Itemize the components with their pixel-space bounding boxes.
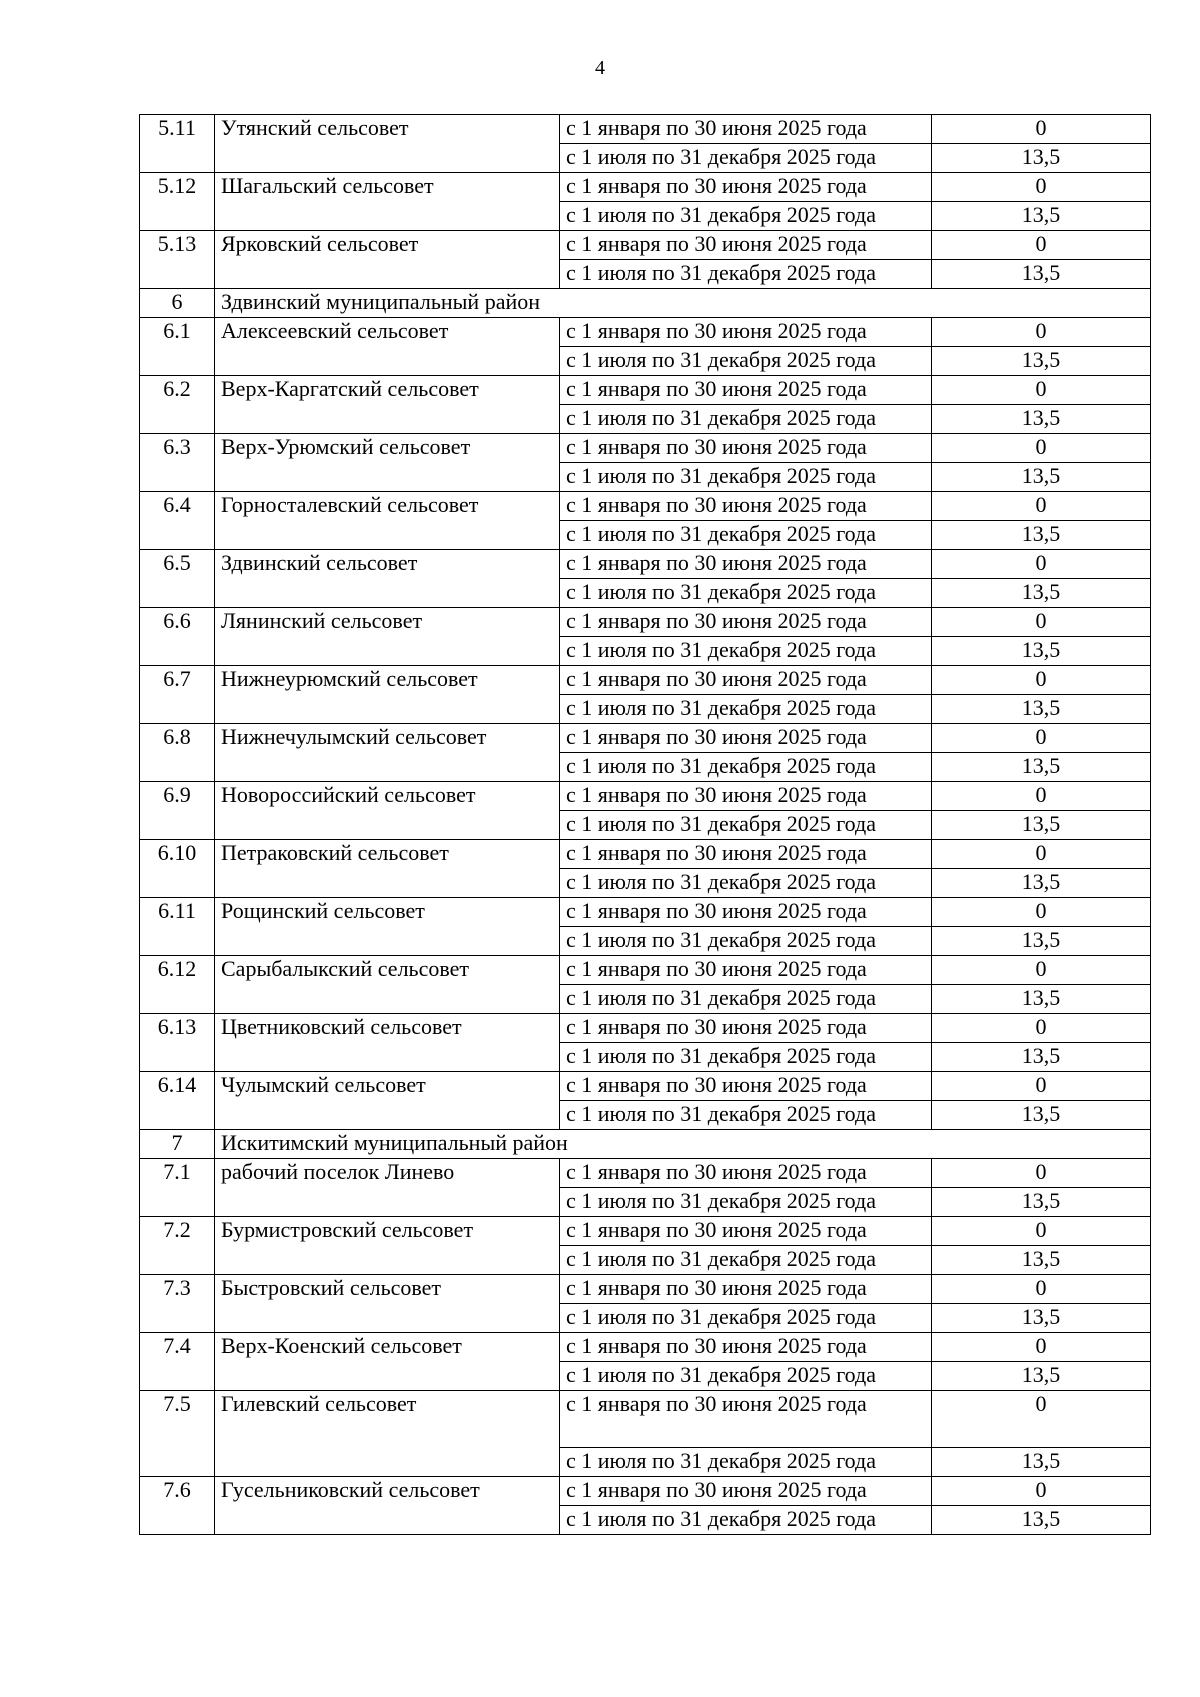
entity-name: Бурмистровский сельсовет <box>215 1217 560 1275</box>
entity-number: 5.11 <box>140 115 215 173</box>
period-cell: с 1 января по 30 июня 2025 года <box>560 1014 932 1043</box>
entity-name: Верх-Коенский сельсовет <box>215 1333 560 1391</box>
table-row <box>140 1275 1151 1304</box>
rate-cell: 0 <box>932 173 1151 202</box>
period-cell: с 1 января по 30 июня 2025 года <box>560 376 932 405</box>
rate-cell: 0 <box>932 724 1151 753</box>
rate-cell: 13,5 <box>932 927 1151 956</box>
district-name: Здвинский муниципальный район <box>215 289 1151 318</box>
period-cell: с 1 июля по 31 декабря 2025 года <box>560 405 932 434</box>
period-cell: с 1 января по 30 июня 2025 года <box>560 173 932 202</box>
table-row <box>140 724 1151 753</box>
rate-cell: 0 <box>932 1217 1151 1246</box>
rate-cell: 0 <box>932 115 1151 144</box>
rate-cell: 13,5 <box>932 463 1151 492</box>
table-row <box>140 608 1151 637</box>
entity-number: 7.6 <box>140 1477 215 1535</box>
period-cell: с 1 января по 30 июня 2025 года <box>560 1275 932 1304</box>
entity-name: Быстровский сельсовет <box>215 1275 560 1333</box>
entity-name: Новороссийский сельсовет <box>215 782 560 840</box>
district-number: 7 <box>140 1130 215 1159</box>
entity-name: Верх-Урюмский сельсовет <box>215 434 560 492</box>
period-cell: с 1 января по 30 июня 2025 года <box>560 1391 932 1448</box>
period-cell: с 1 января по 30 июня 2025 года <box>560 1333 932 1362</box>
table-row <box>140 898 1151 927</box>
entity-number: 6.5 <box>140 550 215 608</box>
period-cell: с 1 января по 30 июня 2025 года <box>560 1217 932 1246</box>
table-row <box>140 492 1151 521</box>
table-row <box>140 376 1151 405</box>
entity-name: Цветниковский сельсовет <box>215 1014 560 1072</box>
period-cell: с 1 июля по 31 декабря 2025 года <box>560 637 932 666</box>
rate-cell: 13,5 <box>932 1506 1151 1535</box>
period-cell: с 1 июля по 31 декабря 2025 года <box>560 1188 932 1217</box>
period-cell: с 1 июля по 31 декабря 2025 года <box>560 985 932 1014</box>
period-cell: с 1 января по 30 июня 2025 года <box>560 318 932 347</box>
rate-cell: 13,5 <box>932 1362 1151 1391</box>
table-row <box>140 1217 1151 1246</box>
rate-cell: 0 <box>932 666 1151 695</box>
table-row <box>140 318 1151 347</box>
table-row <box>140 782 1151 811</box>
table-row <box>140 1159 1151 1188</box>
rate-cell: 0 <box>932 318 1151 347</box>
period-cell: с 1 июля по 31 декабря 2025 года <box>560 347 932 376</box>
period-cell: с 1 июля по 31 декабря 2025 года <box>560 1362 932 1391</box>
period-cell: с 1 января по 30 июня 2025 года <box>560 1159 932 1188</box>
entity-number: 6.3 <box>140 434 215 492</box>
rate-cell: 13,5 <box>932 1043 1151 1072</box>
rate-cell: 13,5 <box>932 985 1151 1014</box>
entity-name: Сарыбалыкский сельсовет <box>215 956 560 1014</box>
entity-name: Гусельниковский сельсовет <box>215 1477 560 1535</box>
rate-cell: 0 <box>932 1477 1151 1506</box>
table-row <box>140 173 1151 202</box>
period-cell: с 1 июля по 31 декабря 2025 года <box>560 463 932 492</box>
rate-cell: 0 <box>932 376 1151 405</box>
rate-cell: 0 <box>932 898 1151 927</box>
entity-number: 6.14 <box>140 1072 215 1130</box>
period-cell: с 1 июля по 31 декабря 2025 года <box>560 1448 932 1477</box>
table-row <box>140 1072 1151 1101</box>
entity-name: Алексеевский сельсовет <box>215 318 560 376</box>
period-cell: с 1 июля по 31 декабря 2025 года <box>560 1101 932 1130</box>
period-cell: с 1 января по 30 июня 2025 года <box>560 231 932 260</box>
period-cell: с 1 июля по 31 декабря 2025 года <box>560 1246 932 1275</box>
entity-name: Утянский сельсовет <box>215 115 560 173</box>
rate-cell: 13,5 <box>932 637 1151 666</box>
entity-number: 6.2 <box>140 376 215 434</box>
entity-number: 7.1 <box>140 1159 215 1217</box>
entity-number: 6.13 <box>140 1014 215 1072</box>
entity-number: 6.1 <box>140 318 215 376</box>
entity-name: Ярковский сельсовет <box>215 231 560 289</box>
period-cell: с 1 января по 30 июня 2025 года <box>560 782 932 811</box>
table-row <box>140 840 1151 869</box>
rate-cell: 13,5 <box>932 1101 1151 1130</box>
rate-cell: 0 <box>932 1333 1151 1362</box>
entity-number: 6.4 <box>140 492 215 550</box>
rate-cell: 0 <box>932 1014 1151 1043</box>
rate-cell: 13,5 <box>932 1304 1151 1333</box>
rate-cell: 0 <box>932 1275 1151 1304</box>
entity-name: Петраковский сельсовет <box>215 840 560 898</box>
period-cell: с 1 января по 30 июня 2025 года <box>560 840 932 869</box>
entity-name: Нижнеурюмский сельсовет <box>215 666 560 724</box>
period-cell: с 1 января по 30 июня 2025 года <box>560 115 932 144</box>
district-row <box>140 1130 1151 1159</box>
period-cell: с 1 июля по 31 декабря 2025 года <box>560 1304 932 1333</box>
period-cell: с 1 июля по 31 декабря 2025 года <box>560 1043 932 1072</box>
entity-name: рабочий поселок Линево <box>215 1159 560 1217</box>
rate-cell: 13,5 <box>932 811 1151 840</box>
period-cell: с 1 января по 30 июня 2025 года <box>560 608 932 637</box>
rate-cell: 0 <box>932 956 1151 985</box>
entity-number: 6.9 <box>140 782 215 840</box>
entity-number: 6.11 <box>140 898 215 956</box>
entity-number: 7.2 <box>140 1217 215 1275</box>
period-cell: с 1 июля по 31 декабря 2025 года <box>560 695 932 724</box>
rate-cell: 0 <box>932 1159 1151 1188</box>
period-cell: с 1 июля по 31 декабря 2025 года <box>560 579 932 608</box>
entity-name: Рощинский сельсовет <box>215 898 560 956</box>
period-cell: с 1 января по 30 июня 2025 года <box>560 898 932 927</box>
rate-cell: 13,5 <box>932 521 1151 550</box>
rate-cell: 13,5 <box>932 753 1151 782</box>
entity-number: 6.6 <box>140 608 215 666</box>
rate-cell: 13,5 <box>932 202 1151 231</box>
entity-name: Лянинский сельсовет <box>215 608 560 666</box>
period-cell: с 1 января по 30 июня 2025 года <box>560 956 932 985</box>
entity-number: 5.13 <box>140 231 215 289</box>
period-cell: с 1 января по 30 июня 2025 года <box>560 434 932 463</box>
rate-cell: 0 <box>932 434 1151 463</box>
period-cell: с 1 июля по 31 декабря 2025 года <box>560 521 932 550</box>
entity-name: Горносталевский сельсовет <box>215 492 560 550</box>
period-cell: с 1 июля по 31 декабря 2025 года <box>560 811 932 840</box>
table-row <box>140 1477 1151 1506</box>
rate-cell: 13,5 <box>932 1246 1151 1275</box>
period-cell: с 1 июля по 31 декабря 2025 года <box>560 869 932 898</box>
entity-name: Нижнечулымский сельсовет <box>215 724 560 782</box>
district-number: 6 <box>140 289 215 318</box>
table-row <box>140 1333 1151 1362</box>
table-row <box>140 1014 1151 1043</box>
rate-cell: 13,5 <box>932 144 1151 173</box>
rate-cell: 0 <box>932 840 1151 869</box>
rates-table-body <box>140 115 1151 1535</box>
page-number: 4 <box>595 57 605 79</box>
district-row <box>140 289 1151 318</box>
table-row <box>140 1391 1151 1448</box>
district-name: Искитимский муниципальный район <box>215 1130 1151 1159</box>
entity-name: Чулымский сельсовет <box>215 1072 560 1130</box>
entity-name: Верх-Каргатский сельсовет <box>215 376 560 434</box>
entity-number: 7.3 <box>140 1275 215 1333</box>
period-cell: с 1 июля по 31 декабря 2025 года <box>560 753 932 782</box>
rate-cell: 13,5 <box>932 260 1151 289</box>
period-cell: с 1 января по 30 июня 2025 года <box>560 1072 932 1101</box>
period-cell: с 1 июля по 31 декабря 2025 года <box>560 144 932 173</box>
entity-number: 6.10 <box>140 840 215 898</box>
rate-cell: 0 <box>932 550 1151 579</box>
table-row <box>140 956 1151 985</box>
rate-cell: 13,5 <box>932 579 1151 608</box>
rates-table <box>139 114 1151 1535</box>
period-cell: с 1 января по 30 июня 2025 года <box>560 550 932 579</box>
table-row <box>140 666 1151 695</box>
rate-cell: 13,5 <box>932 347 1151 376</box>
period-cell: с 1 января по 30 июня 2025 года <box>560 724 932 753</box>
rate-cell: 0 <box>932 608 1151 637</box>
rate-cell: 13,5 <box>932 405 1151 434</box>
rate-cell: 13,5 <box>932 869 1151 898</box>
entity-name: Гилевский сельсовет <box>215 1391 560 1477</box>
entity-name: Шагальский сельсовет <box>215 173 560 231</box>
entity-name: Здвинский сельсовет <box>215 550 560 608</box>
rate-cell: 13,5 <box>932 1448 1151 1477</box>
entity-number: 6.8 <box>140 724 215 782</box>
table-row <box>140 231 1151 260</box>
period-cell: с 1 июля по 31 декабря 2025 года <box>560 202 932 231</box>
table-row <box>140 115 1151 144</box>
period-cell: с 1 января по 30 июня 2025 года <box>560 666 932 695</box>
table-row <box>140 550 1151 579</box>
entity-number: 7.4 <box>140 1333 215 1391</box>
entity-number: 7.5 <box>140 1391 215 1477</box>
table-row <box>140 434 1151 463</box>
rate-cell: 0 <box>932 1391 1151 1448</box>
period-cell: с 1 января по 30 июня 2025 года <box>560 492 932 521</box>
entity-number: 6.7 <box>140 666 215 724</box>
period-cell: с 1 июля по 31 декабря 2025 года <box>560 260 932 289</box>
rate-cell: 13,5 <box>932 1188 1151 1217</box>
rate-cell: 0 <box>932 1072 1151 1101</box>
entity-number: 6.12 <box>140 956 215 1014</box>
rate-cell: 0 <box>932 782 1151 811</box>
rate-cell: 0 <box>932 231 1151 260</box>
rate-cell: 0 <box>932 492 1151 521</box>
period-cell: с 1 июля по 31 декабря 2025 года <box>560 1506 932 1535</box>
period-cell: с 1 июля по 31 декабря 2025 года <box>560 927 932 956</box>
rate-cell: 13,5 <box>932 695 1151 724</box>
entity-number: 5.12 <box>140 173 215 231</box>
period-cell: с 1 января по 30 июня 2025 года <box>560 1477 932 1506</box>
